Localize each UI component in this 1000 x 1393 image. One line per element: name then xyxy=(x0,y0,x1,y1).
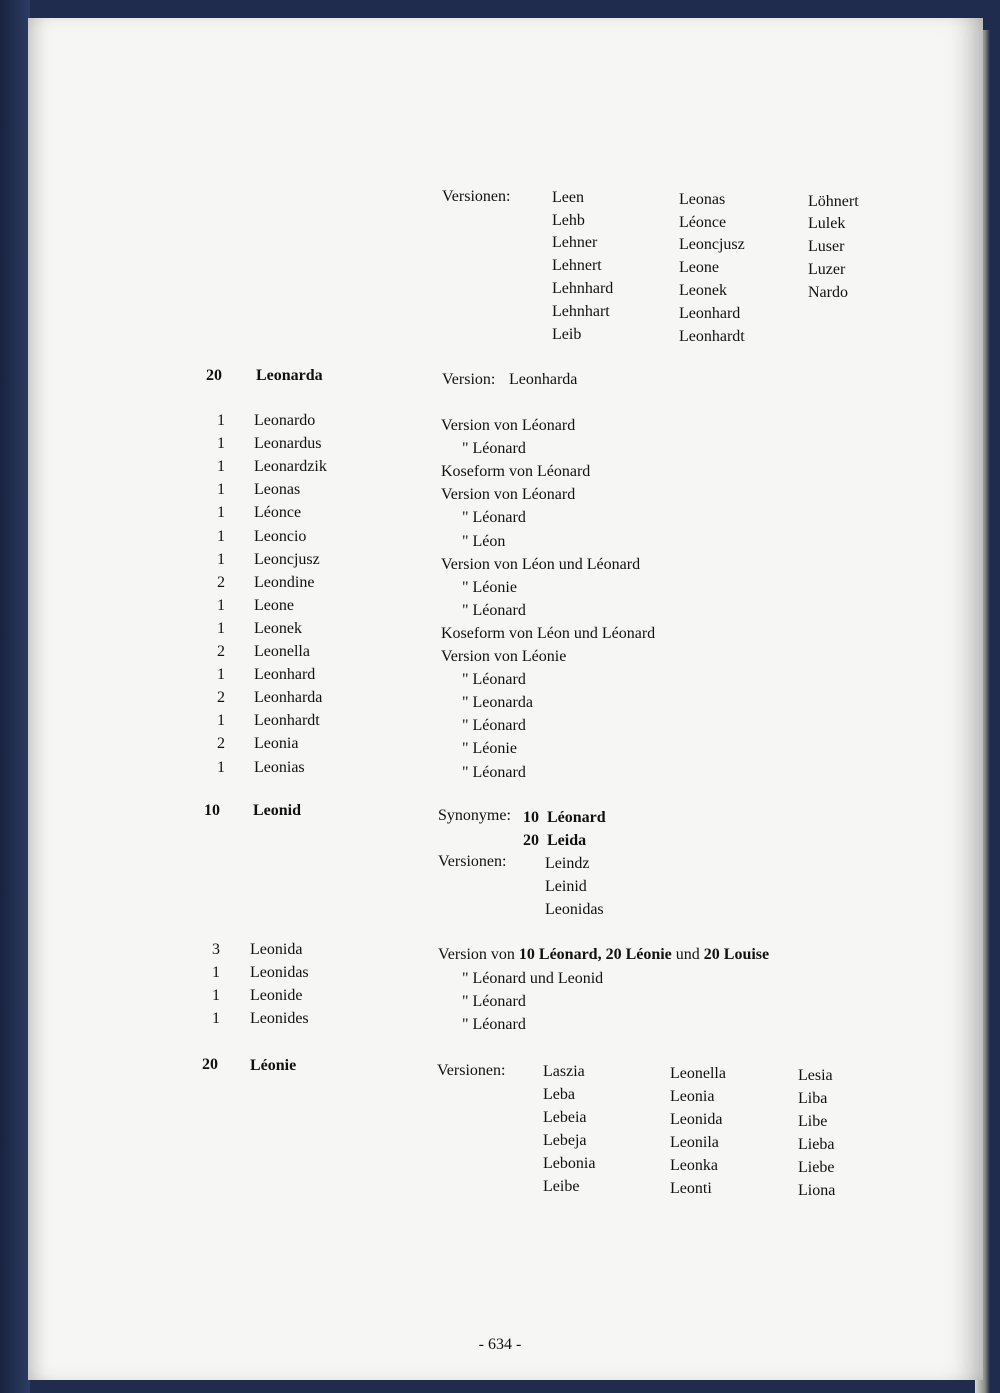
version-item: Laszia xyxy=(543,1063,585,1080)
entry-name: Leonhardt xyxy=(254,712,320,730)
version-item: Lehner xyxy=(552,234,598,251)
version-item: Leoncjusz xyxy=(679,236,745,253)
leonid-synonym-num: 20 xyxy=(523,832,539,849)
version-item: Libe xyxy=(798,1113,828,1130)
entry-count: 1 xyxy=(217,481,225,499)
entry-count: 1 xyxy=(217,619,225,637)
leonid-name: Leonid xyxy=(253,802,302,819)
entry-description: " Léonie xyxy=(462,740,517,758)
entry-description: " Léonard xyxy=(462,671,526,689)
version-item: Leba xyxy=(543,1086,575,1103)
version-item: Lesia xyxy=(798,1067,833,1084)
entry-name: Leonardo xyxy=(254,412,316,429)
entry-name: Leonidas xyxy=(250,964,309,981)
entry-count: 2 xyxy=(217,573,225,591)
version-item: Liebe xyxy=(798,1159,835,1176)
entry-description: Koseform von Léonard xyxy=(441,463,591,481)
version-item: Leonhardt xyxy=(679,328,745,345)
entry-count: 3 xyxy=(212,941,220,958)
entry-description: " Léonard xyxy=(462,763,526,781)
entry-name: Leonardus xyxy=(254,435,322,453)
entry-description: " Léonie xyxy=(462,578,517,596)
entry-description: Version von Léonard xyxy=(441,417,576,434)
entry-count: 1 xyxy=(212,964,220,981)
entry-name: Léonce xyxy=(254,504,302,522)
version-item: Luzer xyxy=(808,261,846,278)
version-item: Lehb xyxy=(552,212,585,229)
leonid-count: 10 xyxy=(204,802,220,819)
leonie-name: Léonie xyxy=(250,1057,297,1074)
version-item: Lebonia xyxy=(543,1155,596,1172)
entry-count: 2 xyxy=(217,643,225,660)
leonarda-count: 20 xyxy=(206,367,222,384)
version-item: Leibe xyxy=(543,1178,580,1195)
entry-name: Leonhard xyxy=(254,666,316,684)
entry-name: Leonida xyxy=(250,941,303,958)
entry-name: Leoncjusz xyxy=(254,550,320,568)
entry-count: 1 xyxy=(217,550,225,568)
version-item: Leonila xyxy=(670,1134,719,1151)
version-item: Leonida xyxy=(670,1111,723,1128)
entry-description: " Léon xyxy=(462,532,506,550)
version-item: Leonas xyxy=(679,191,726,208)
leonid-version-item: Leonidas xyxy=(545,901,604,918)
version-item: Lehnert xyxy=(552,257,602,274)
entry-name: Leonharda xyxy=(254,689,323,707)
entry-description: Version von Léonard xyxy=(441,486,576,504)
entry-count: 1 xyxy=(217,758,225,776)
version-item: Liba xyxy=(798,1090,828,1107)
version-item: Leonek xyxy=(679,282,727,299)
book-cover-edge xyxy=(0,0,30,1393)
entry-description: Koseform von Léon und Léonard xyxy=(441,624,656,642)
version-item: Liona xyxy=(798,1182,836,1199)
version-item: Nardo xyxy=(808,284,848,301)
leonarda-version-value: Leonharda xyxy=(509,371,578,388)
version-item: Lehnhart xyxy=(552,303,610,320)
entry-description: Version von 10 Léonard, 20 Léonie und 20 Louise xyxy=(438,946,770,963)
version-item: Leonella xyxy=(670,1065,726,1082)
entry-count: 1 xyxy=(212,1010,220,1027)
leonie-count: 20 xyxy=(202,1056,218,1073)
intro-versionen-label: Versionen: xyxy=(442,188,511,205)
entry-description: Version von Léonie xyxy=(441,648,567,665)
entry-description: " Léonard xyxy=(462,440,526,458)
entry-count: 1 xyxy=(217,712,225,730)
leonarda-version-label: Version: xyxy=(442,371,496,388)
version-item: Leib xyxy=(552,326,582,343)
version-item: Lulek xyxy=(808,215,846,232)
version-item: Léonce xyxy=(679,214,727,231)
entry-name: Leonella xyxy=(254,643,310,660)
version-item: Lehnhard xyxy=(552,280,614,297)
entry-name: Leondine xyxy=(254,573,315,591)
version-item: Leonia xyxy=(670,1088,715,1105)
entry-count: 1 xyxy=(212,987,220,1004)
version-item: Lebeja xyxy=(543,1132,587,1149)
entry-description: " Leonarda xyxy=(462,694,533,712)
entry-count: 1 xyxy=(217,527,225,545)
entry-count: 2 xyxy=(217,735,225,753)
entry-name: Leonia xyxy=(254,735,299,753)
entry-description: " Léonard und Leonid xyxy=(462,970,604,987)
entry-description: " Léonard xyxy=(462,509,526,527)
version-item: Leonti xyxy=(670,1180,712,1197)
entry-count: 1 xyxy=(217,435,225,453)
version-item: Lebeia xyxy=(543,1109,587,1126)
entry-count: 1 xyxy=(217,504,225,522)
leonid-synonyme-label: Synonyme: xyxy=(438,807,511,824)
entry-description: " Léonard xyxy=(462,993,526,1010)
entry-name: Leonardzik xyxy=(254,458,327,476)
version-item: Leonhard xyxy=(679,305,741,322)
entry-description: " Léonard xyxy=(462,1016,526,1033)
entry-name: Leonides xyxy=(250,1010,309,1027)
entry-count: 1 xyxy=(217,666,225,684)
version-item: Leone xyxy=(679,259,719,276)
entry-description: " Léonard xyxy=(462,717,526,735)
entry-count: 1 xyxy=(217,596,225,614)
entry-description: " Léonard xyxy=(462,601,526,619)
version-item: Leen xyxy=(552,189,584,206)
leonid-synonym-num: 10 xyxy=(523,809,539,826)
entry-count: 2 xyxy=(217,689,225,707)
entry-name: Leone xyxy=(254,596,294,614)
leonid-version-item: Leindz xyxy=(545,855,590,872)
version-item: Löhnert xyxy=(808,193,859,210)
entry-count: 1 xyxy=(217,412,225,429)
entry-description: Version von Léon und Léonard xyxy=(441,555,641,573)
entry-name: Leoncio xyxy=(254,527,307,545)
leonid-synonym-name: Léonard xyxy=(547,809,606,826)
entry-name: Leonas xyxy=(254,481,301,499)
page-number: - 634 - xyxy=(478,1336,522,1353)
leonie-versionen-label: Versionen: xyxy=(437,1062,506,1079)
version-item: Luser xyxy=(808,238,845,255)
leonid-synonym-name: Leida xyxy=(547,832,587,849)
leonid-versionen-label: Versionen: xyxy=(438,853,507,870)
entry-name: Leonias xyxy=(254,758,305,776)
version-item: Lieba xyxy=(798,1136,835,1153)
version-item: Leonka xyxy=(670,1157,718,1174)
leonid-version-item: Leinid xyxy=(545,878,587,895)
entry-count: 1 xyxy=(217,458,225,476)
leonarda-name: Leonarda xyxy=(256,367,323,384)
entry-name: Leonek xyxy=(254,619,302,637)
entry-name: Leonide xyxy=(250,987,303,1004)
